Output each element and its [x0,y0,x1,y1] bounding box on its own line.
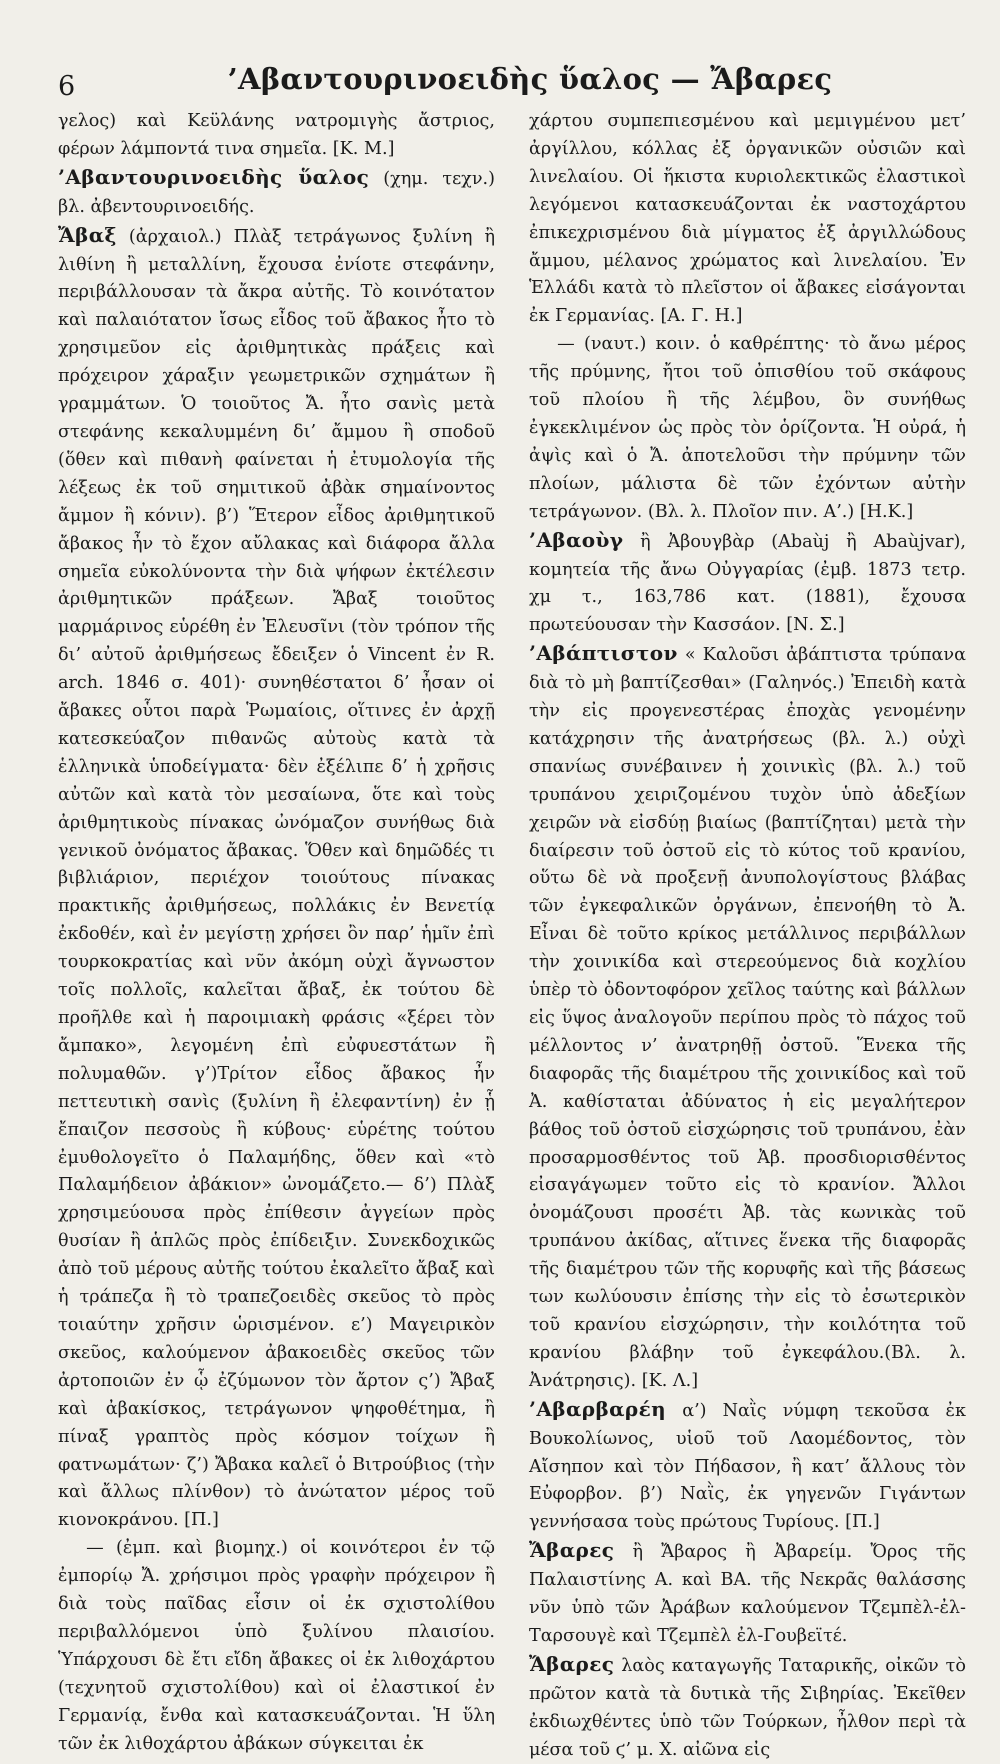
right-column [529,108,966,1760]
paragraph [58,164,495,222]
paragraph [529,527,966,641]
running-head: ’Αβαντουρινοειδὴς ὕαλος — Ἄβαρες [227,62,833,96]
entry-text: (χημ. τεχν.) βλ. ἀβεντουρινοειδής. [58,168,495,217]
entry-text: « Καλοῦσι ἀβάπτιστα τρύπανα διὰ τὸ μὴ βαπτίζεσθαι» (Γαληνός.) Ἐπειδὴ κατὰ τὴν εἰς προγενεστέρας ἐποχὰς γενομένην κατάχρησιν τῆς ἀνατρήσεως (βλ. λ.) οὐχὶ σπανίως συνέβαινεν ἡ χοινικὶς (βλ. λ.) τοῦ τρυπάνου χειριζομένου τυχὸν ὑπὸ ἀδεξίων χειρῶν νὰ εἰσδύῃ βιαίως (βαπτίζηται) μετὰ τὴν διαίρεσιν τοῦ ὀστοῦ εἰς τὸ κύτος τοῦ κρανίου, οὕτω δὲ νὰ προξενῇ ἀνυπολογίστους βλάβας τῶν ἐγκεφαλικῶν ὀργάνων, ἐπενοήθη τὸ Ἀ. Εἶναι δὲ τοῦτο κρίκος μετάλλινος περιβάλλων τὴν χοινικίδα καὶ στερεούμενος διὰ κοχλίου ὑπὲρ τὸ ὀδοντοφόρον χεῖλος ταύτης καὶ βάλλων εἰς ὕψος ἀναλογοῦν περίπου πρὸς τὸ πάχος τοῦ μέλλοντος ν’ ἀνατρηθῇ ὀστοῦ. Ἕνεκα τῆς διαφορᾶς τῆς διαμέτρου τῆς χοινικίδος καὶ τοῦ Ἀ. καθίσταται ἀδύνατος ἡ εἰς μεγαλήτερον βάθος τοῦ ὀστοῦ εἰσχώρησις τοῦ τρυπάνου, ἐὰν προσαρμοσθέντος τοῦ Ἀβ. προσδιορισθέντος εἰσαγάγωμεν τοῦτο εἰς τὸ κρανίον. Ἄλλοι ὀνομάζουσι προσέτι Ἀβ. τὰς κωνικὰς τοῦ τρυπάνου ἀκίδας, αἵτινες ἕνεκα τῆς διαφορᾶς τῆς διαμέτρου τῶν τῆς κορυφῆς καὶ τῆς βάσεως των κωλύουσιν ἐπίσης τὴν εἰς τὸ ἐσωτερικὸν τοῦ κρανίου εἰσχώρησιν, τὴν κοιλότητα τοῦ κρανίου βλάβην τοῦ ἐγκεφάλου.(Βλ. λ. Ἀνάτρησις). [Κ. Λ.] [529,645,966,1391]
entry-text: ἢ Ἀβουγβὰρ (Abaùj ἢ Abaùjvar), κομητεία τῆς ἄνω Οὐγγαρίας (ἐμβ. 1873 τετρ. χμ τ., 163,786 κατ. (1881), ἔχουσα πρωτεύουσαν τὴν Κασσάον. [Ν. Σ.] [529,531,966,636]
page-number: 6 [58,71,76,102]
entry-text: λαὸς καταγωγῆς Ταταρικῆς, οἰκῶν τὸ πρῶτον κατὰ τὰ δυτικὰ τῆς Σιβηρίας. Ἐκεῖθεν ἐκδιωχθέντες ὑπὸ τῶν Τούρκων, ἦλθον περὶ τὰ μέσα τοῦ ϛ’ μ. Χ. αἰῶνα εἰς [529,1655,966,1760]
entry-headword: Ἄβαξ [58,222,117,247]
paragraph [529,331,966,526]
left-column [58,108,495,1754]
entry-headword: Ἄβαρες [529,1651,615,1676]
paragraph [529,640,966,1395]
entry-headword: Ἄβαρες [529,1538,615,1563]
paragraph [529,1537,966,1651]
entry-text: (ἀρχαιολ.) Πλὰξ τετράγωνος ξυλίνη ἢ λιθίνη ἢ μεταλλίνη, ἔχουσα ἐνίοτε στεφάνην, περιβάλλουσαν τὰ ἄκρα αὐτῆς. Τὸ κοινότατον καὶ παλαιότατον ἴσως εἶδος τοῦ ἄβακος ἦτο τὸ χρησιμεῦον εἰς ἀριθμητικὰς πράξεις καὶ πρόχειρον χάραξιν γεωμετρικῶν σχημάτων ἢ γραμμάτων. Ὁ τοιοῦτος Ἄ. ἦτο σανὶς μετὰ στεφάνης κεκαλυμμένη δι’ ἄμμου ἢ σποδοῦ (ὅθεν καὶ πιθανὴ φαίνεται ἡ ἐτυμολογία τῆς λέξεως ἐκ τοῦ σημιτικοῦ ἀβὰκ σημαίνοντος ἄμμον ἢ κόνιν). β’) Ἕτερον εἶδος ἀριθμητικοῦ ἄβακος ἦν τὸ ἔχον αὔλακας καὶ διάφορα ἄλλα σημεῖα εὐκολύνοντα τὴν διὰ ψήφων ἐκτέλεσιν ἀριθμητικῶν πράξεων. Ἄβαξ τοιοῦτος μαρμάρινος εὑρέθη ἐν Ἐλευσῖνι (τὸν τρόπον τῆς δι’ αὐτοῦ ἀριθμήσεως ἔδειξεν ὁ Vincent ἐν R. arch. 1846 σ. 401)· συνηθέστατοι δ’ ἦσαν οἱ ἄβακες οὗτοι παρὰ Ῥωμαίοις, οἵτινες ἐν ἀρχῇ κατεσκεύαζον πιθανῶς αὐτοὺς κατὰ τὰ ἑλληνικὰ ὑποδείγματα· δὲν ἐξέλιπε δ’ ἡ χρῆσις αὐτῶν καὶ κατὰ τὸν μεσαίωνα, ὅτε καὶ τοὺς ἀριθμητικοὺς πίνακας ὠνόμαζον συνήθως διὰ γενικοῦ ὀνόματος ἄβακας. Ὅθεν καὶ δημῶδές τι βιβλιάριον, περιέχον τοιούτους πίνακας πρακτικῆς ἀριθμήσεως, πολλάκις ἐν Βενετίᾳ ἐκδοθέν, καὶ ἐν μεγίστῃ χρήσει ὂν παρ’ ἡμῖν ἐπὶ τουρκοκρατίας καὶ νῦν ἀκόμη οὐχὶ ἄγνωστον τοῖς πολλοῖς, καλεῖται ἄβαξ, ἐκ τούτου δὲ προῆλθε καὶ ἡ παροιμιακὴ φράσις «ξέρει τὸν ἄμπακο», λεγομένη ἐπὶ εὐφυεστάτων ἢ πολυμαθῶν. γ’)Τρίτον εἶδος ἄβακος ἦν πεττευτικὴ σανὶς (ξυλίνη ἢ ἐλεφαντίνη) ἐν ᾗ ἔπαιζον πεσσοὺς ἢ κύβους· εὑρέτης τούτου ἐμυθολογεῖτο ὁ Παλαμήδης, ὅθεν καὶ «τὸ Παλαμήδειον ἀβάκιον» ὠνομάζετο.— δ’) Πλὰξ χρησιμεύουσα πρὸς ἐπίθεσιν ἀγγείων πρὸς θυσίαν ἢ ἁπλῶς πρὸς ἐπίδειξιν. Συνεκδοχικῶς ἀπὸ τοῦ μέρους αὐτῆς τούτου ἐκαλεῖτο ἄβαξ καὶ ἡ τράπεζα ἢ τὸ τραπεζοειδὲς σκεῦος τὸ πρὸς τοιαύτην χρῆσιν ὡρισμένον. ε’) Μαγειρικὸν σκεῦος, καλούμενον ἀβακοειδὲς σκεῦος τῶν ἀρτοποιῶν ἐν ᾧ ἐζύμωνον τὸν ἄρτον ς’) Ἄβαξ καὶ ἀβακίσκος, τετράγωνον ψηφοθέτημα, ἢ πίναξ γραπτὸς πρὸς κόσμον τοίχων ἢ φατνωμάτων· ζ’) Ἄβακα καλεῖ ὁ Βιτρούβιος (τὴν καὶ ἄλλως πλίνθον) τὸ ἀνώτατον μέρος τοῦ κιονοκράνου. [Π.] [58,226,495,1531]
entry-text: ἢ Ἄβαρος ἢ Ἀβαρείμ. Ὄρος τῆς Παλαιστίνης Α. καὶ ΒΑ. τῆς Νεκρᾶς θαλάσσης νῦν ὑπὸ τῶν Ἀράβων καλούμενον Τζεμπὲλ-ἐλ-Ταρσουγὲ καὶ Τζεμπὲλ ἐλ-Γουβεϊτέ. [529,1542,966,1646]
entry-headword: ’Αβάπτιστον [529,641,678,666]
entry-headword: ’Αβαρβαρέη [529,1396,667,1421]
paragraph [58,222,495,1536]
entry-headword: ’Αβαοὺγ [529,527,624,552]
paragraph [529,1651,966,1764]
paragraph [58,1535,495,1758]
text-columns [58,108,966,1760]
entry-text: — (ναυτ.) κοιν. ὁ καθρέπτης· τὸ ἄνω μέρος τῆς πρύμνης, ἤτοι τοῦ ὀπισθίου τοῦ σκάφους τοῦ πλοίου ἢ τῆς λέμβου, ὃν συνήθως ἐγκεκλιμένον ὡς πρὸς τὸν ὁρίζοντα. Ἡ οὐρά, ἡ ἀψὶς καὶ ὁ Ἄ. ἀποτελοῦσι τὴν πρύμνην τῶν πλοίων, μάλιστα δὲ τῶν ἐχόντων αὐτὴν τετράγωνον. (Βλ. λ. Πλοῖον πιν. Α’.) [Η.Κ.] [529,334,966,522]
paragraph [529,1396,966,1538]
entry-headword: ’Αβαντουρινοειδὴς ὕαλος [58,164,370,189]
paragraph [529,108,966,331]
paragraph [58,108,495,164]
entry-text: γελος) καὶ Κεϋλάνης νατρομιγὴς ἄστριος, φέρων λάμποντά τινα σημεῖα. [Κ. Μ.] [58,111,495,159]
entry-text: α’) Ναῒς νύμφη τεκοῦσα ἐκ Βουκολίωνος, υἱοῦ τοῦ Λαομέδοντος, τὸν Αἴσηπον καὶ τὸν Πήδασον, ἢ κατ’ ἄλλους τὸν Εὐφορβον. β’) Ναῒς, ἐκ γηγενῶν Γιγάντων γεννήσασα τοὺς πρώτους Τυρίους. [Π.] [529,1400,966,1533]
entry-text: χάρτου συμπεπιεσμένου καὶ μεμιγμένου μετ’ ἀργίλλου, κόλλας ἐξ ὀργανικῶν οὐσιῶν καὶ λινελαίου. Οἱ ἥκιστα κυριολεκτικῶς ἐλαστικοὶ λεγόμενοι κατασκευάζονται ἐκ ναστοχάρτου ἐπικεχρισμένου διὰ μίγματος ἐξ ἀργιλλώδους ἄμμου, μέλανος χρώματος καὶ λινελαίου. Ἐν Ἑλλάδι κατὰ τὸ πλεῖστον οἱ ἄβακες εἰσάγονται ἐκ Γερμανίας. [Α. Γ. Η.] [529,111,966,327]
entry-text: — (ἐμπ. καὶ βιομηχ.) οἱ κοινότεροι ἐν τῷ ἐμπορίῳ Ἄ. χρήσιμοι πρὸς γραφὴν πρόχειρον ἢ διὰ τοὺς παῖδας εἶσιν οἱ ἐκ σχιστολίθου περιβαλλόμενοι ὑπὸ ξυλίνου πλαισίου. Ὑπάρχουσι δὲ ἔτι εἴδη ἄβακες οἱ ἐκ λιθοχάρτου (τεχνητοῦ σχιστολίθου) καὶ οἱ ἐλαστικοί ἐν Γερμανίᾳ, ἔνθα καὶ κατασκευάζονται. Ἡ ὕλη τῶν ἐκ λιθοχάρτου ἀβάκων σύγκειται ἐκ [58,1538,495,1754]
